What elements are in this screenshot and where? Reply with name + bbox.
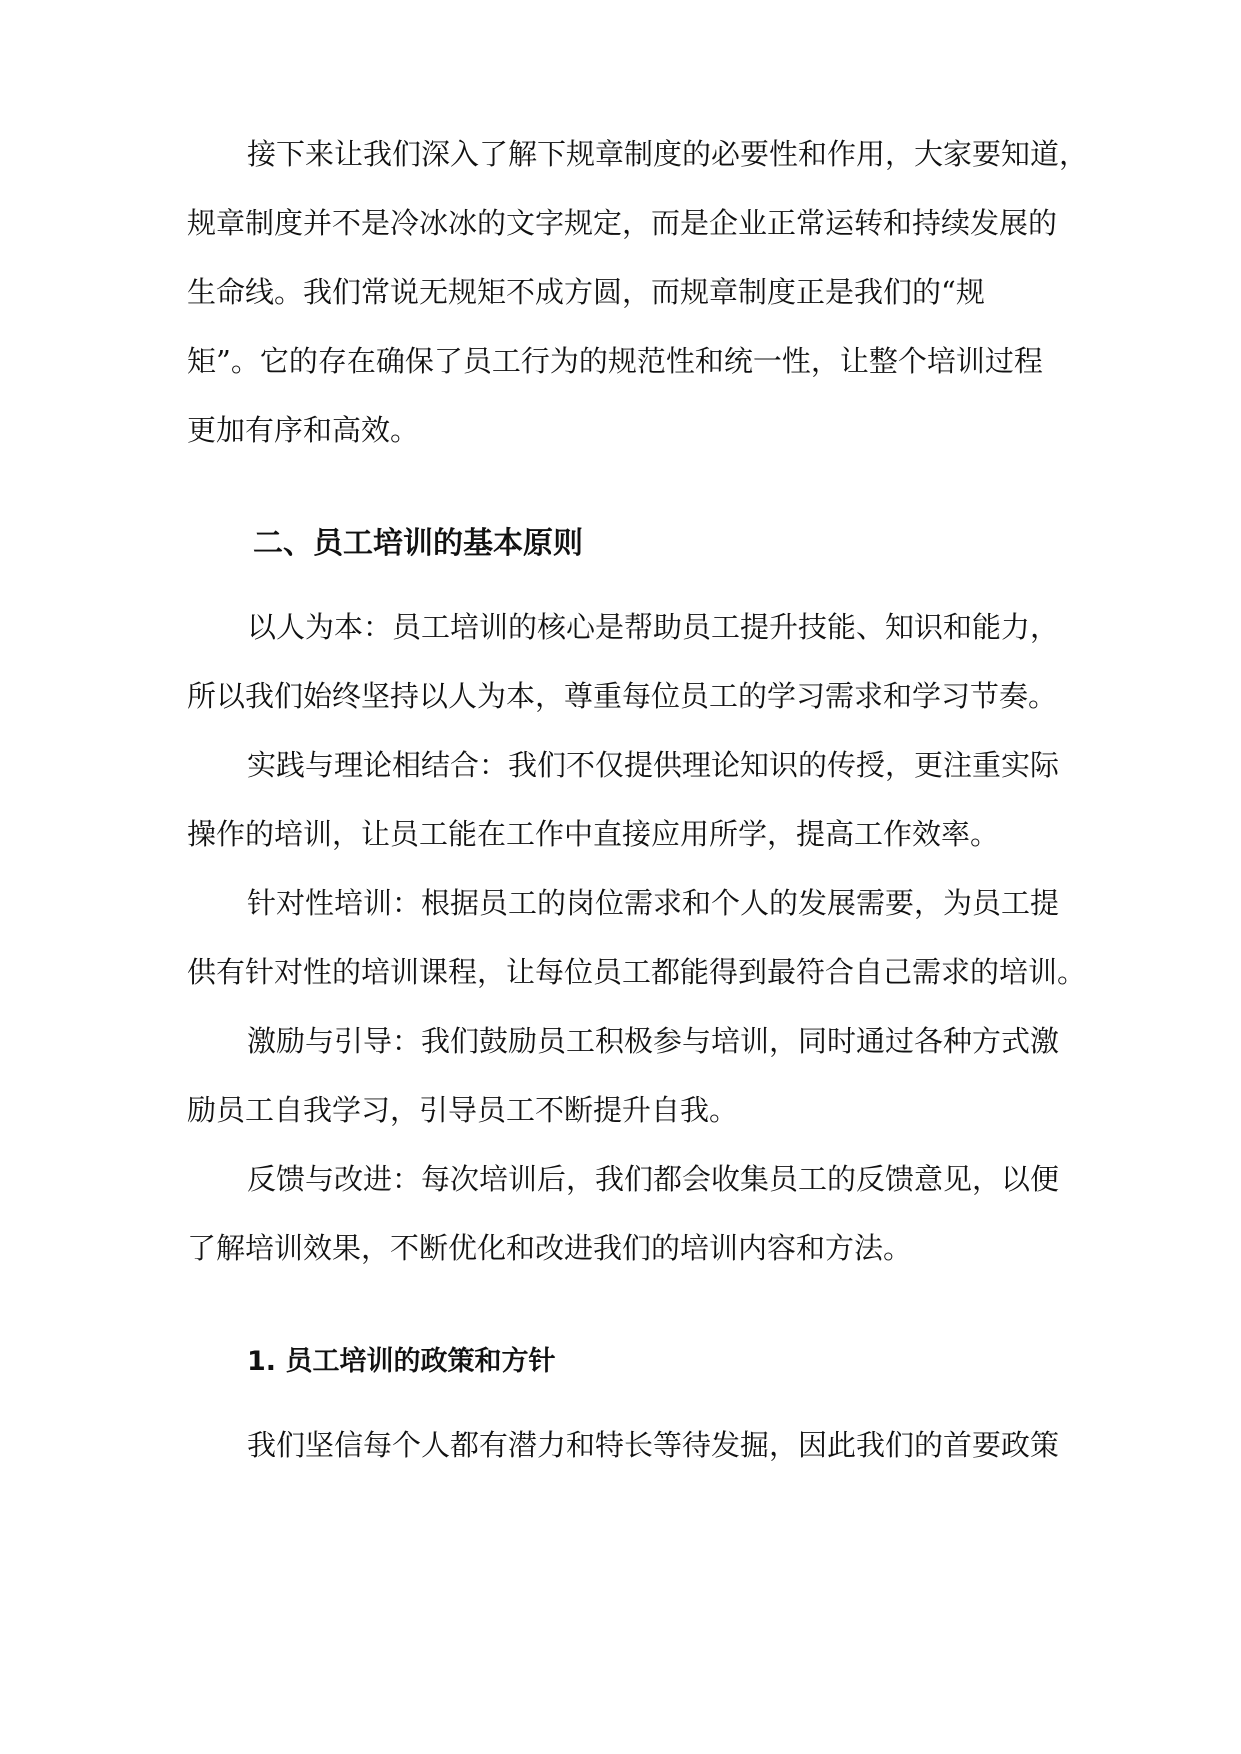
principle-people-line-1: 以人为本：员工培训的核心是帮助员工提升技能、知识和能力，	[247, 610, 1060, 644]
section-heading-principles: 二、员工培训的基本原则	[253, 526, 583, 561]
subsection-heading-policy: 1. 员工培训的政策和方针	[247, 1346, 556, 1377]
intro-line-5: 更加有序和高效。	[187, 413, 420, 447]
principle-feedback-line-2: 了解培训效果，不断优化和改进我们的培训内容和方法。	[187, 1231, 913, 1265]
intro-line-4: 矩”。它的存在确保了员工行为的规范性和统一性，让整个培训过程	[187, 344, 1043, 378]
intro-line-3: 生命线。我们常说无规矩不成方圆，而规章制度正是我们的“规	[187, 275, 985, 309]
principle-motivation-line-2: 励员工自我学习，引导员工不断提升自我。	[187, 1093, 739, 1127]
principle-people-line-2: 所以我们始终坚持以人为本，尊重每位员工的学习需求和学习节奏。	[187, 679, 1058, 713]
principle-feedback-line-1: 反馈与改进：每次培训后，我们都会收集员工的反馈意见，以便	[247, 1162, 1060, 1196]
policy-line-1: 我们坚信每个人都有潜力和特长等待发掘，因此我们的首要政策	[247, 1428, 1060, 1462]
intro-line-2: 规章制度并不是冷冰冰的文字规定，而是企业正常运转和持续发展的	[187, 206, 1058, 240]
principle-motivation-line-1: 激励与引导：我们鼓励员工积极参与培训，同时通过各种方式激	[247, 1024, 1060, 1058]
intro-line-1: 接下来让我们深入了解下规章制度的必要性和作用，大家要知道，	[247, 137, 1089, 171]
principle-targeted-line-1: 针对性培训：根据员工的岗位需求和个人的发展需要，为员工提	[247, 886, 1060, 920]
principle-practice-line-1: 实践与理论相结合：我们不仅提供理论知识的传授，更注重实际	[247, 748, 1060, 782]
principle-targeted-line-2: 供有针对性的培训课程，让每位员工都能得到最符合自己需求的培训。	[187, 955, 1087, 989]
principle-practice-line-2: 操作的培训，让员工能在工作中直接应用所学，提高工作效率。	[187, 817, 1000, 851]
